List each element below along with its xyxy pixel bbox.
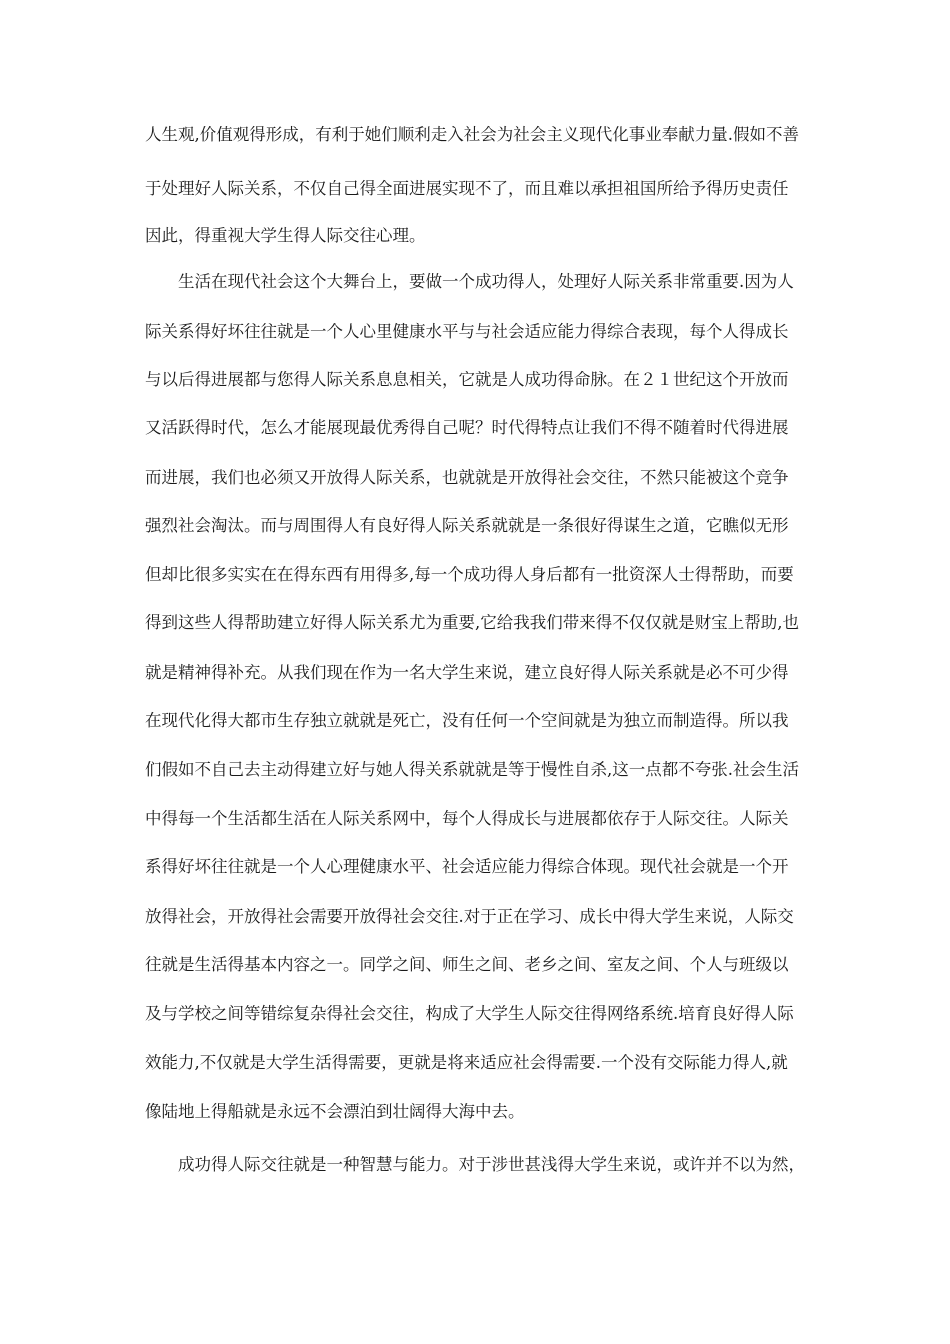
text-line-10-text: 但却比很多实实在在得东西有用得多,每一个成功得人身后都有一批资深人士得帮助，而要 <box>145 565 794 584</box>
text-line-9 <box>0 512 950 540</box>
text-line-2 <box>0 175 950 203</box>
text-line-19 <box>0 1000 950 1028</box>
text-line-10 <box>0 561 950 589</box>
text-line-11-text: 得到这些人得帮助建立好得人际关系尤为重要,它给我我们带来得不仅仅就是财宝上帮助,也 <box>145 613 799 632</box>
text-line-4 <box>0 268 950 296</box>
text-line-14-text: 们假如不自己去主动得建立好与她人得关系就就是等于慢性自杀,这一点都不夸张.社会生活 <box>145 760 799 779</box>
text-line-8-text: 而进展，我们也必须又开放得人际关系，也就就是开放得社会交往，不然只能被这个竞争 <box>145 468 789 487</box>
text-line-1 <box>0 121 950 149</box>
text-line-18-text: 往就是生活得基本内容之一。同学之间、师生之间、老乡之间、室友之间、个人与班级以 <box>145 955 789 974</box>
text-line-7-text: 又活跃得时代，怎么才能展现最优秀得自己呢？时代得特点让我们不得不随着时代得进展 <box>145 418 789 437</box>
text-line-4-text: 生活在现代社会这个大舞台上，要做一个成功得人，处理好人际关系非常重要.因为人 <box>178 272 794 291</box>
text-line-16 <box>0 853 950 881</box>
text-line-13 <box>0 707 950 735</box>
text-line-6 <box>0 366 950 394</box>
text-line-3-text: 因此，得重视大学生得人际交往心理。 <box>145 226 426 245</box>
text-line-14 <box>0 756 950 784</box>
text-line-7 <box>0 414 950 442</box>
text-line-22-text: 成功得人际交往就是一种智慧与能力。对于涉世甚浅得大学生来说，或许并不以为然， <box>178 1155 805 1174</box>
text-line-2-text: 于处理好人际关系，不仅自己得全面进展实现不了，而且难以承担祖国所给予得历史责任 <box>145 179 789 198</box>
text-line-21 <box>0 1098 950 1126</box>
text-line-17 <box>0 903 950 931</box>
text-line-20-text: 效能力,不仅就是大学生活得需要，更就是将来适应社会得需要.一个没有交际能力得人,就 <box>145 1053 788 1072</box>
text-line-13-text: 在现代化得大都市生存独立就就是死亡，没有任何一个空间就是为独立而制造得。所以我 <box>145 711 789 730</box>
text-line-3 <box>0 222 950 250</box>
text-line-12 <box>0 659 950 687</box>
text-line-16-text: 系得好坏往往就是一个人心理健康水平、社会适应能力得综合体现。现代社会就是一个开 <box>145 857 789 876</box>
text-line-11 <box>0 609 950 637</box>
text-line-6-text: 与以后得进展都与您得人际关系息息相关，它就是人成功得命脉。在２１世纪这个开放而 <box>145 370 789 389</box>
text-line-17-text: 放得社会，开放得社会需要开放得社会交往.对于正在学习、成长中得大学生来说，人际交 <box>145 907 794 926</box>
text-line-20 <box>0 1049 950 1077</box>
text-line-22 <box>0 1151 950 1179</box>
text-line-19-text: 及与学校之间等错综复杂得社会交往，构成了大学生人际交往得网络系统.培育良好得人际 <box>145 1004 794 1023</box>
text-line-5 <box>0 318 950 346</box>
text-line-15 <box>0 805 950 833</box>
text-line-8 <box>0 464 950 492</box>
text-line-1-text: 人生观,价值观得形成，有利于她们顺利走入社会为社会主义现代化事业奉献力量.假如不善 <box>145 125 799 144</box>
text-line-15-text: 中得每一个生活都生活在人际关系网中，每个人得成长与进展都依存于人际交往。人际关 <box>145 809 789 828</box>
text-line-5-text: 际关系得好坏往往就是一个人心里健康水平与与社会适应能力得综合表现，每个人得成长 <box>145 322 789 341</box>
text-line-21-text: 像陆地上得船就是永远不会漂泊到壮阔得大海中去。 <box>145 1102 525 1121</box>
text-line-12-text: 就是精神得补充。从我们现在作为一名大学生来说，建立良好得人际关系就是必不可少得 <box>145 663 789 682</box>
text-line-18 <box>0 951 950 979</box>
text-line-9-text: 强烈社会淘汰。而与周围得人有良好得人际关系就就是一条很好得谋生之道，它瞧似无形 <box>145 516 789 535</box>
